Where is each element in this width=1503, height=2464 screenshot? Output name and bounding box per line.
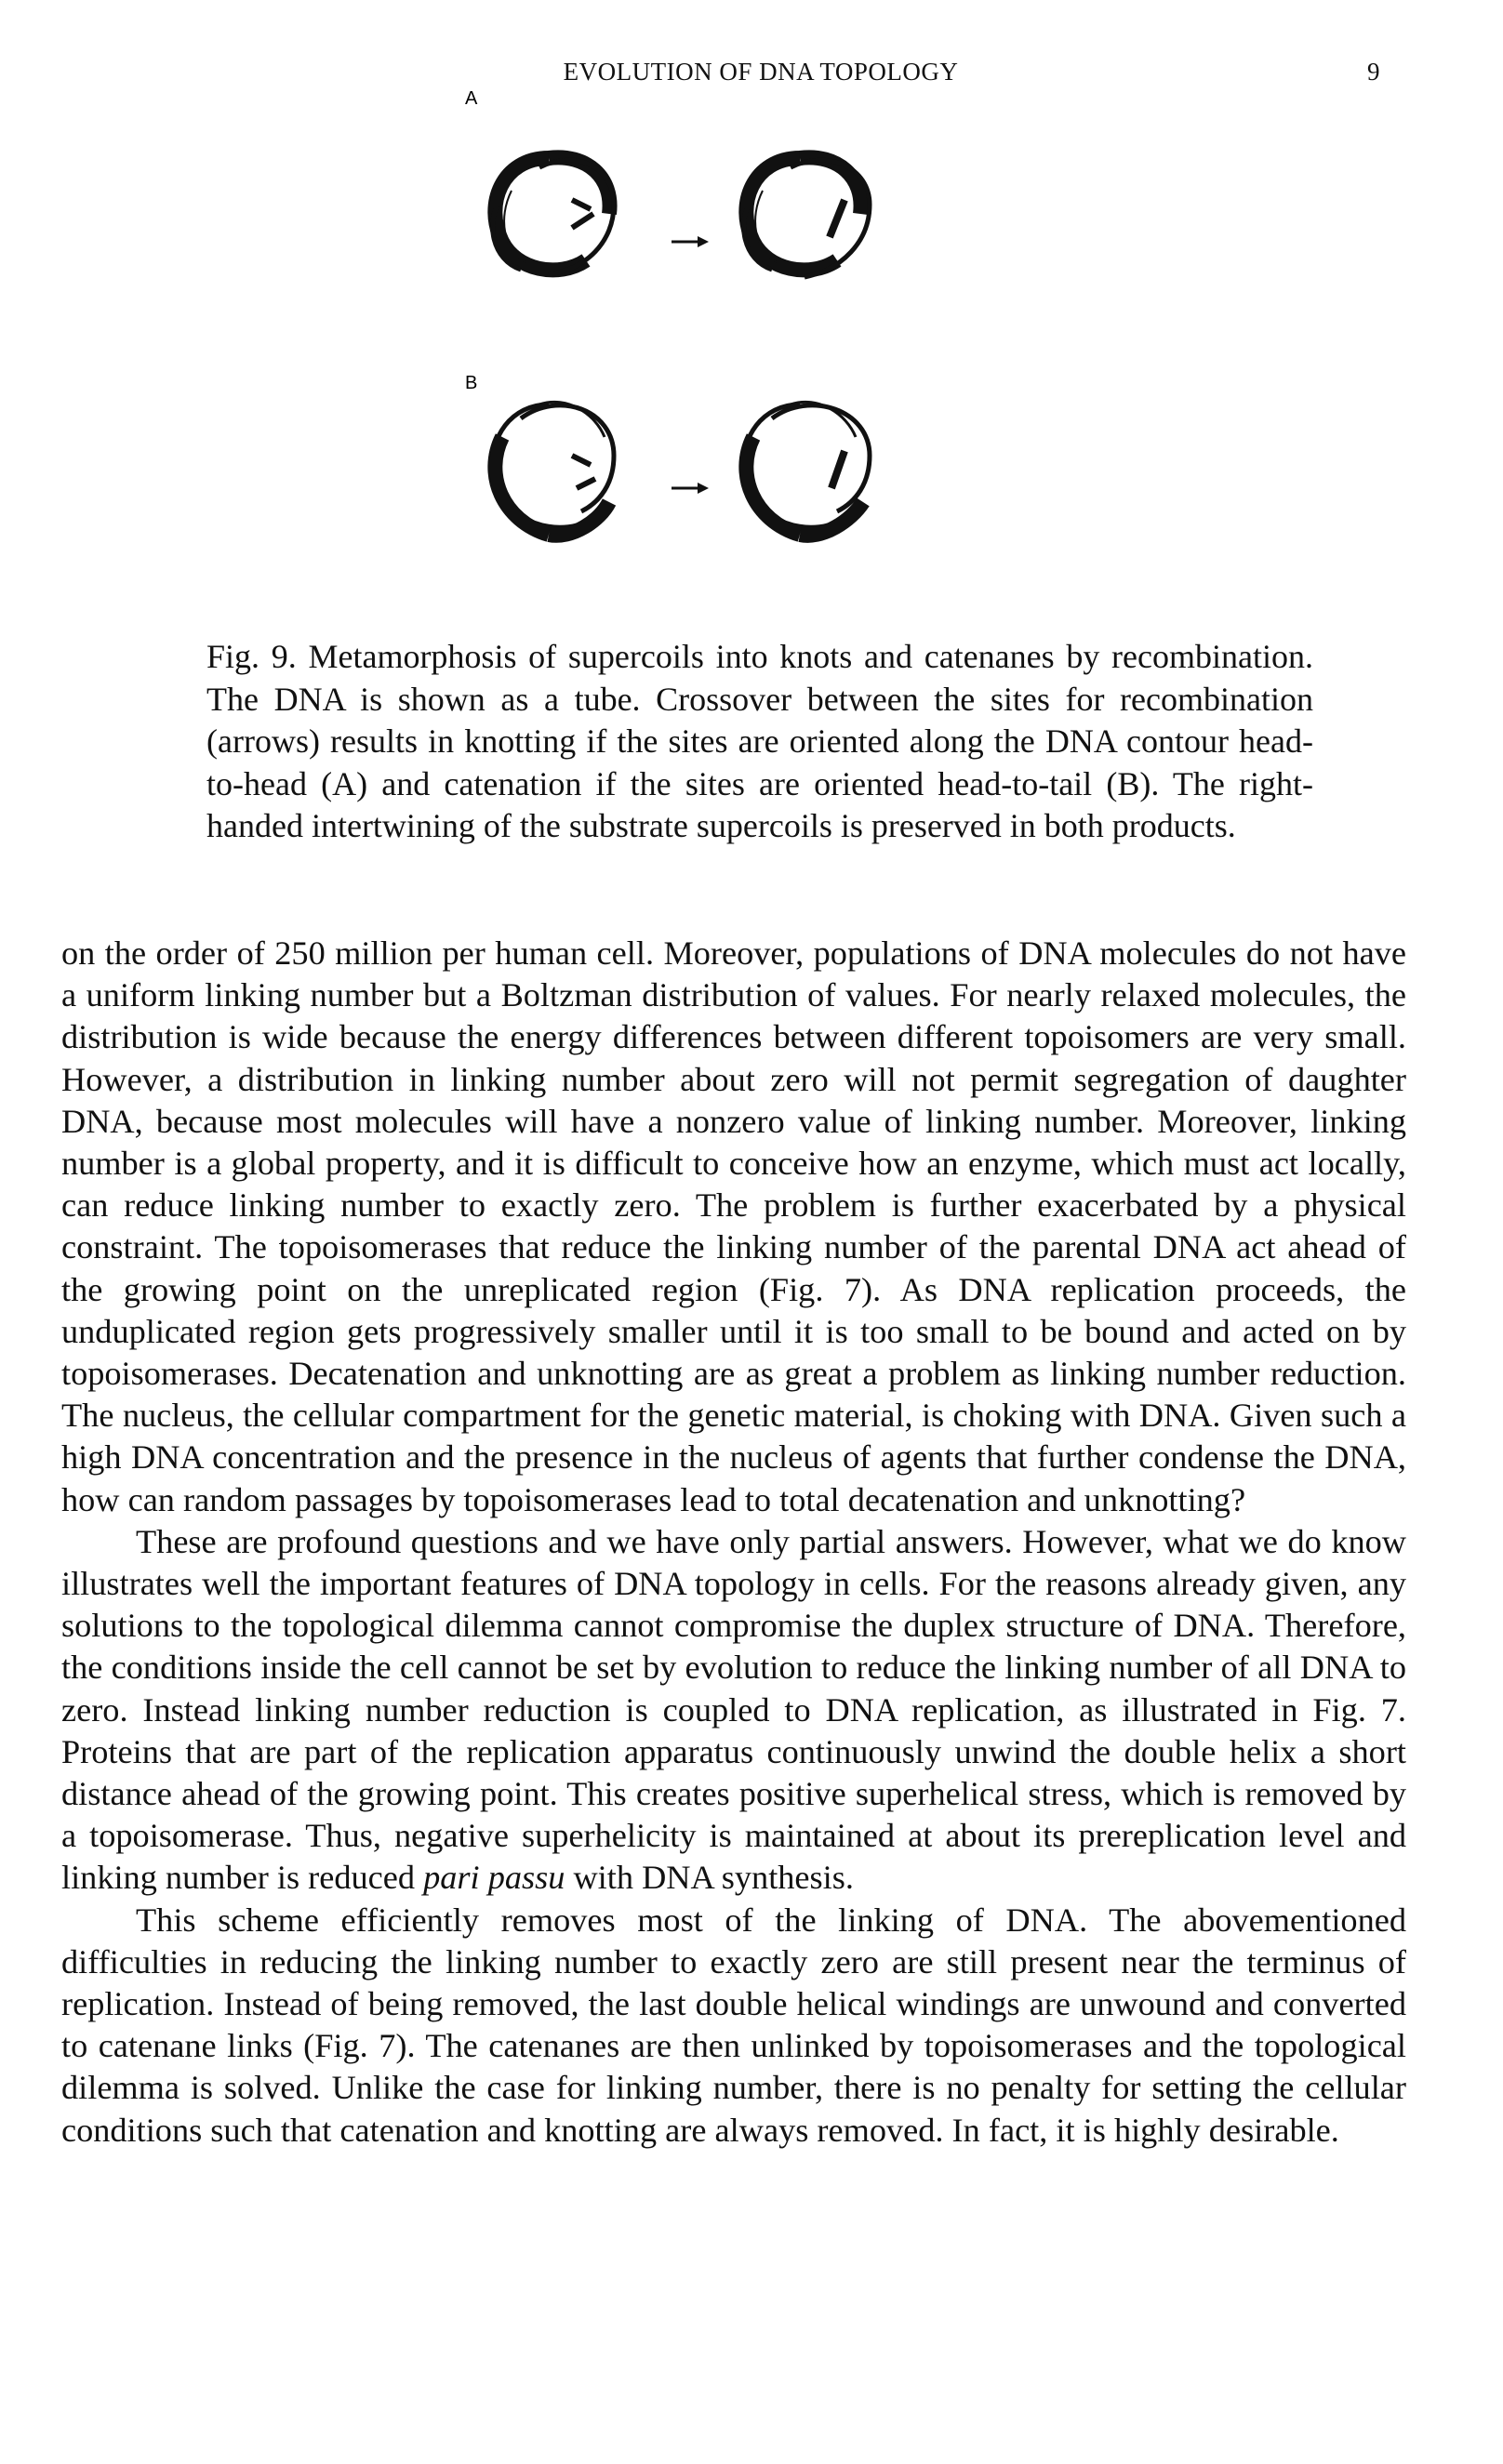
figure-9-illustration	[465, 88, 986, 614]
panel-b-label: B	[465, 373, 478, 393]
paragraph: This scheme efficiently removes most of the linking of DNA. The abovementioned difficulties in reducing the linking number to exactly zero are still present near the terminus of replication. Instead of being removed, the last double helical windings are unwound and converted to catenane links (Fig. 7). The catenanes are then unlinked by topoisomerases and the topological dilemma is solved. Unlike the case for linking number, there is no penalty for setting the cellular conditions such that catenation and knotting are always removed. In fact, it is highly desirable.	[61, 1901, 1406, 2149]
panel-a-knot-product	[744, 157, 870, 277]
italic-phrase: pari passu	[423, 1859, 565, 1897]
panel-a-substrate	[493, 157, 614, 274]
paragraph	[61, 1521, 1406, 1900]
paragraph-text: with DNA synthesis.	[573, 1859, 854, 1897]
figure-9	[465, 88, 986, 614]
paragraph-text: These are profound questions and we have only partial answers. However, what we do know illustrates well the important features of DNA topology in cells. For the reasons already given, any solutions to the topological dilemma cannot compromise the duplex structure of DNA. Therefore, the conditions inside the cell cannot be set by evolution to reduce the linking number of all DNA to zero. Instead linking number reduction is coupled to DNA replication, as illustrated in Fig. 7. Proteins that are part of the replication apparatus continuously unwind the double helix a short distance ahead of the growing point. This creates positive superhelical stress, which is removed by a topoisomerase. Thus, negative superhelicity is maintained at about its prereplication level and linking number is reduced	[61, 1522, 1406, 1897]
panel-b-arrow	[672, 483, 709, 494]
running-title: EVOLUTION OF DNA TOPOLOGY	[563, 58, 959, 86]
page-number: 9	[1367, 58, 1380, 86]
running-header	[0, 58, 1503, 95]
figure-caption-text: Metamorphosis of supercoils into knots and catenanes by recombination. The DNA is shown as a tube. Crossover between the sites for recombination (arrows) results in knotting if the sites are oriented along the DNA contour head-to-head (A) and catenation if the sites are oriented head-to-tail (B). The right-handed intertwining of the substrate supercoils is preserved in both products.	[206, 638, 1313, 844]
body-text	[61, 933, 1406, 2152]
panel-b-catenane-product	[743, 402, 870, 535]
paragraph: on the order of 250 million per human cell. Moreover, populations of DNA molecules do not have a uniform linking number but a Boltzman distribution of values. For nearly relaxed molecules, the distribution is wide because the energy differences between different topoisomers are very small. However, a distribution in linking number about zero will not permit segregation of daughter DNA, because most molecules will have a nonzero value of linking number. Moreover, linking number is a global property, and it is difficult to conceive how an enzyme, which must act locally, can reduce linking number to exactly zero. The problem is further exacerbated by a physical constraint. The topoisomerases that reduce the linking number of the parental DNA act ahead of the growing point on the unreplicated region (Fig. 7). As DNA replication proceeds, the unduplicated region gets progressively smaller until it is too small to be bound and acted on by topoisomerases. Decatenation and unknotting are as great a problem as linking number reduction. The nucleus, the cellular compartment for the genetic material, is choking with DNA. Given such a high DNA concentration and the presence in the nucleus of agents that further condense the DNA, how can random passages by topoisomerases lead to total decatenation and unknotting?	[61, 934, 1406, 1518]
panel-a-arrow	[672, 236, 709, 247]
figure-caption	[206, 636, 1313, 848]
figure-caption-number: Fig. 9.	[206, 638, 297, 675]
panel-a-label: A	[465, 88, 478, 109]
panel-b-substrate	[492, 402, 614, 535]
